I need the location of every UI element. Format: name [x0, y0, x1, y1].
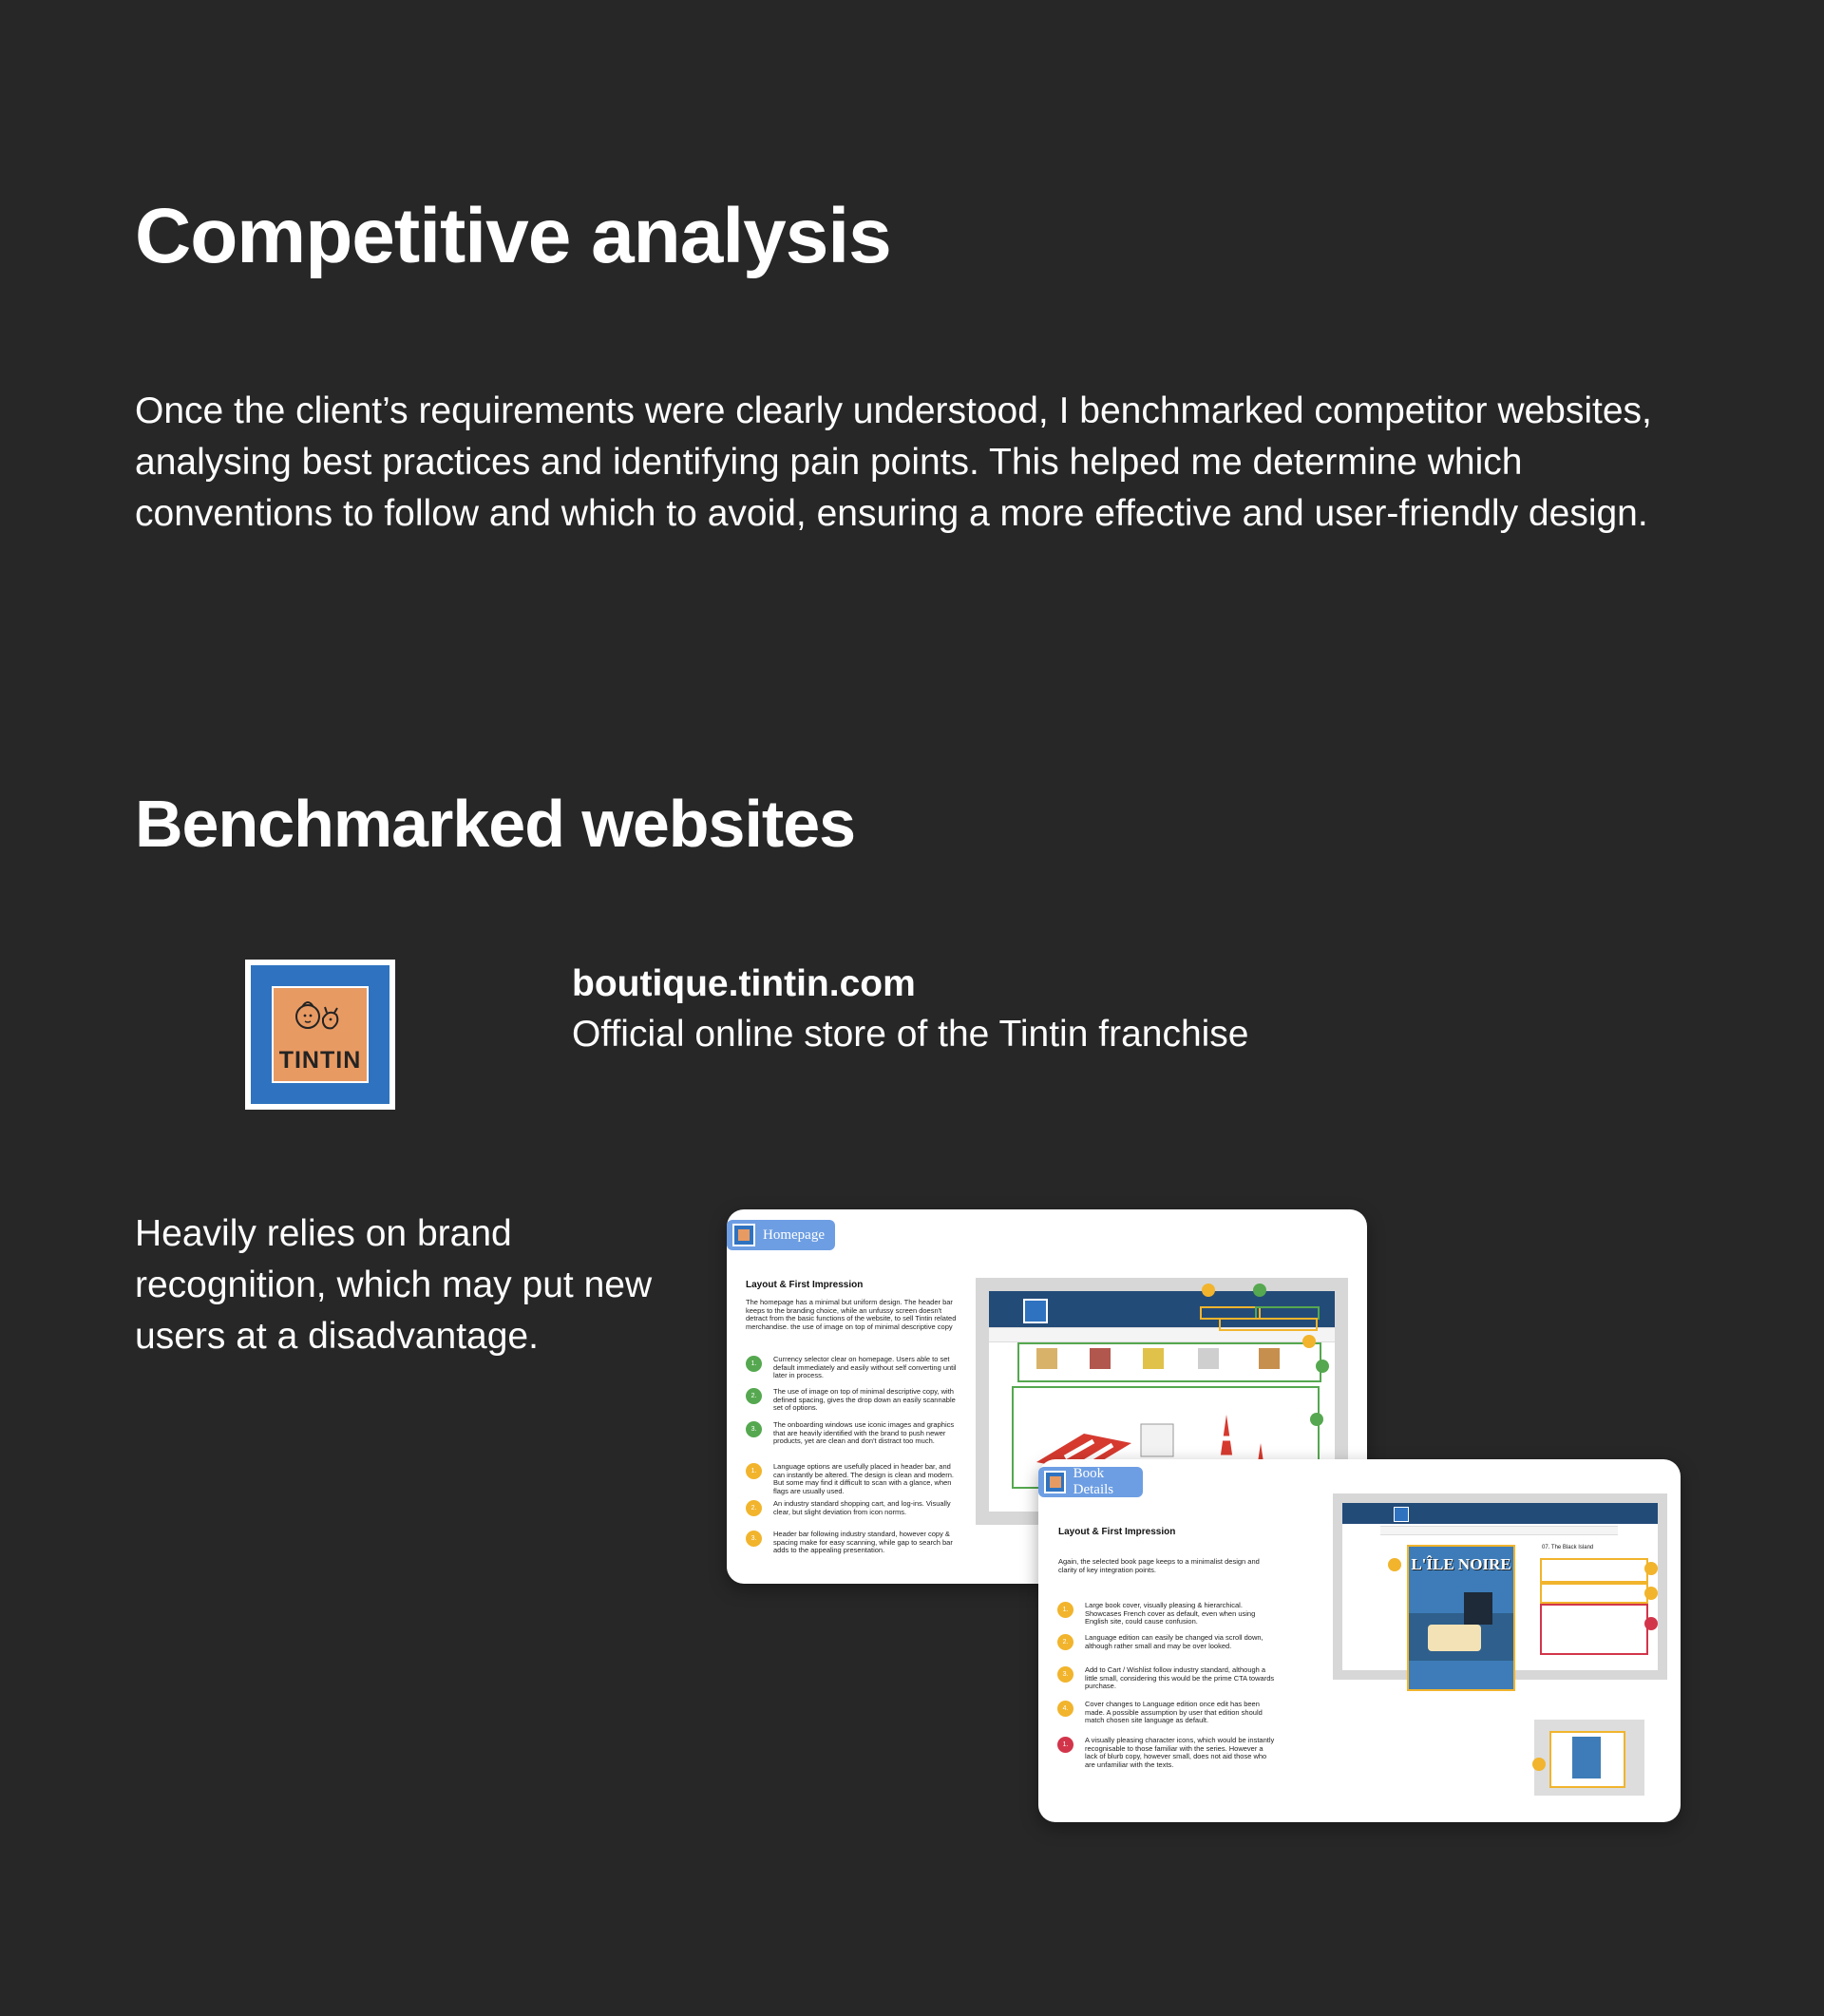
book-point	[1057, 1701, 1276, 1725]
cover-variant-screenshot	[1534, 1720, 1644, 1796]
point-number: 2.	[746, 1388, 762, 1404]
tab-book-details[interactable]	[1038, 1467, 1143, 1497]
book-cover	[1407, 1545, 1515, 1691]
point-text: Large book cover, visually pleasing & hierarchical. Showcases French cover as default, even when using English site, could cause confusion.	[1085, 1601, 1256, 1626]
tintin-snowy-icon	[274, 988, 367, 1045]
book-point	[1057, 1737, 1276, 1769]
homepage-point	[746, 1388, 960, 1413]
homepage-point	[746, 1531, 960, 1555]
point-text: The use of image on top of minimal descriptive copy, with defined spacing, gives the drop down an easily scannable set of options.	[773, 1387, 956, 1412]
point-text: Language options are usefully placed in header bar, and can instantly be altered. The design is clean and modern. But some may find it difficult to scan with a glance, when flags are usually used.	[773, 1462, 954, 1495]
book-point	[1057, 1634, 1276, 1650]
point-text: Header bar following industry standard, however copy & spacing make for easy scanning, while gap to search bar adds to the appealing presentation.	[773, 1530, 953, 1554]
tintin-logo	[245, 960, 395, 1110]
homepage-point	[746, 1421, 960, 1446]
book-point	[1057, 1666, 1276, 1691]
book-details-screenshot	[1333, 1493, 1667, 1680]
point-text: Cover changes to Language edition once edit has been made. A possible assumption by user that edition should match chosen site language as default.	[1085, 1700, 1263, 1724]
homepage-point	[746, 1463, 960, 1495]
point-number: 1.	[1057, 1602, 1074, 1618]
nav-bar	[1380, 1526, 1618, 1535]
book-point	[1057, 1602, 1276, 1626]
book-details-analysis-card	[1038, 1459, 1681, 1822]
tag-label: Homepage	[763, 1227, 825, 1243]
page-title: Competitive analysis	[135, 193, 891, 279]
point-text: Currency selector clear on homepage. Users able to set default immediately and easily without self converting until later in process.	[773, 1355, 957, 1379]
tab-homepage[interactable]	[727, 1220, 835, 1250]
site-name: boutique.tintin.com	[572, 963, 916, 1004]
logo-wordmark: TINTIN	[278, 1047, 362, 1074]
point-number: 4.	[1057, 1701, 1074, 1717]
book-cover-title: L'ÎLE NOIRE	[1411, 1555, 1511, 1573]
book-card-heading: Layout & First Impression	[1058, 1527, 1176, 1537]
site-description: Official online store of the Tintin franchise	[572, 1014, 1249, 1055]
tag-label: Book Details	[1073, 1466, 1114, 1497]
point-text: A visually pleasing character icons, which would be instantly recognisable to those familiar with the series. However a lack of blurb copy, however small, does not aid those who are unfamiliar with the texts.	[1085, 1736, 1275, 1769]
point-number: 2.	[746, 1500, 762, 1516]
intro-paragraph: Once the client’s requirements were clearly understood, I benchmarked competitor websites, analysing best practices and identifying pain points. This helped me determine which conventions to follow and which to avoid, ensuring a more effective and user-friendly design.	[135, 390, 1652, 534]
point-number: 1.	[1057, 1737, 1074, 1753]
header-logo	[1023, 1299, 1048, 1323]
homepage-card-paragraph: The homepage has a minimal but uniform design. The header bar keeps to the branding choice, while an unfussy screen doesn't detract from the basic functions of the website, to sell Tintin related merchandise. the use of image on top of minimal descriptive copy	[746, 1298, 957, 1331]
homepage-point	[746, 1356, 960, 1380]
tintin-tag-icon	[1044, 1471, 1066, 1493]
homepage-point	[746, 1500, 960, 1516]
tintin-tag-icon	[732, 1224, 755, 1246]
analysis-note: Heavily relies on brand recognition, which may put new users at a disadvantage.	[135, 1213, 653, 1357]
homepage-card-heading: Layout & First Impression	[746, 1280, 864, 1290]
header-bar	[1342, 1503, 1658, 1524]
section-heading: Benchmarked websites	[135, 787, 856, 861]
point-text: Language edition can easily be changed via scroll down, although rather small and may be over looked.	[1085, 1633, 1264, 1650]
point-text: Add to Cart / Wishlist follow industry standard, although a little small, considering this would be the prime CTA towards purchase.	[1085, 1665, 1275, 1690]
point-number: 3.	[1057, 1666, 1074, 1683]
product-title: 07. The Black Island	[1542, 1545, 1594, 1550]
book-card-paragraph: Again, the selected book page keeps to a minimalist design and clarity of key integration points.	[1058, 1557, 1260, 1574]
point-text: An industry standard shopping cart, and log-ins. Visually clear, but slight deviation from icon norms.	[773, 1499, 951, 1516]
point-text: The onboarding windows use iconic images and graphics that are heavily identified with the brand to push newer products, yet are clean and don't distract too much.	[773, 1420, 955, 1445]
point-number: 3.	[746, 1531, 762, 1547]
point-number: 1.	[746, 1356, 762, 1372]
point-number: 2.	[1057, 1634, 1074, 1650]
point-number: 3.	[746, 1421, 762, 1437]
point-number: 1.	[746, 1463, 762, 1479]
